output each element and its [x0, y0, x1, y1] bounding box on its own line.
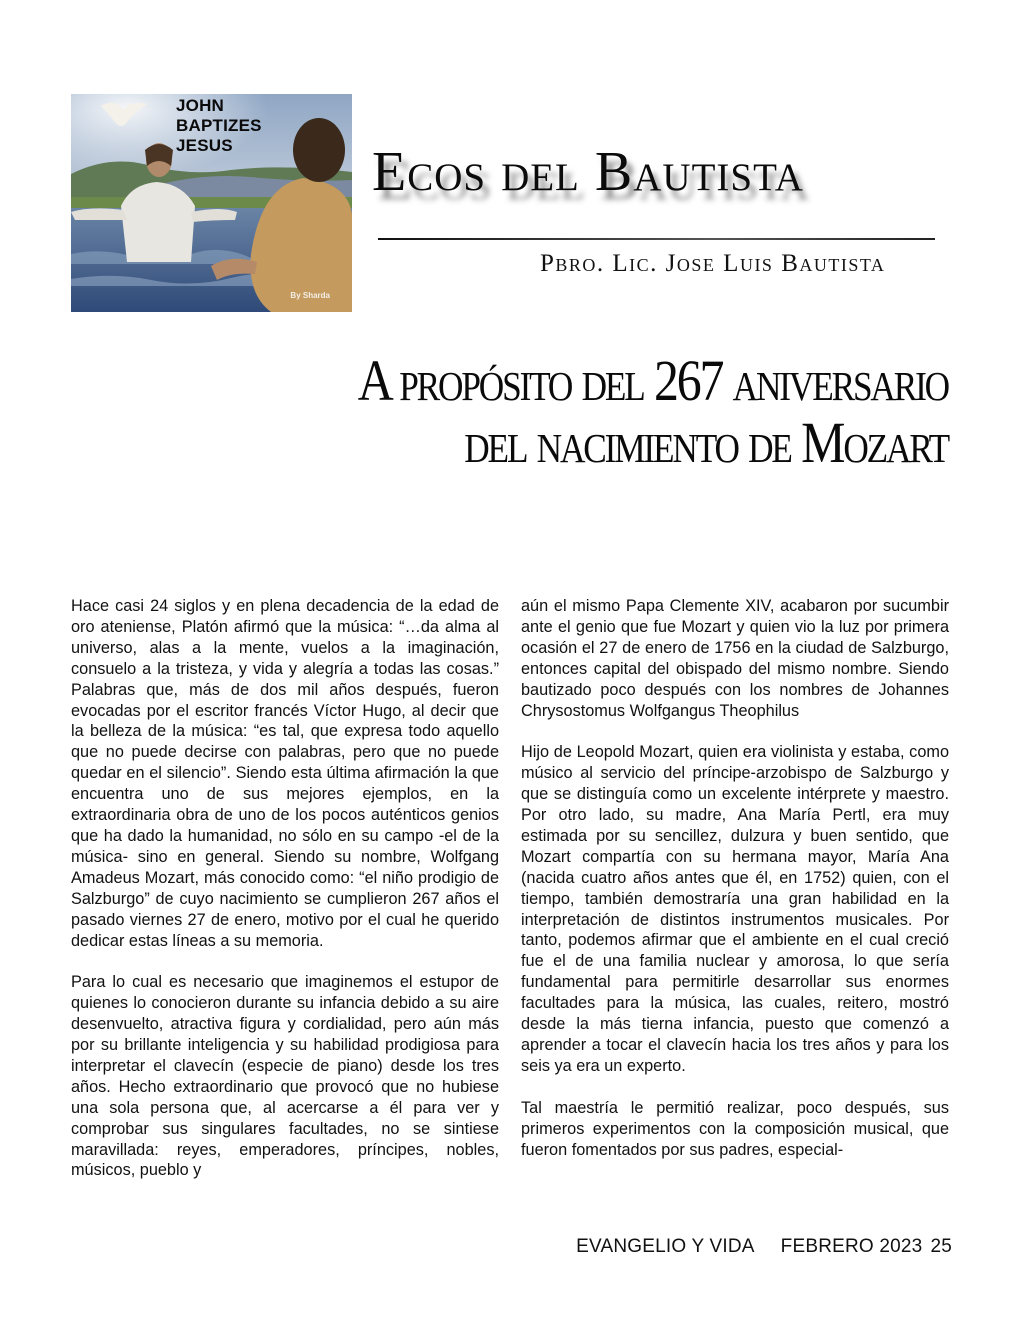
header-illustration	[71, 94, 352, 312]
article-title-line-1: A propósito del 267 aniversario	[357, 348, 948, 413]
illustration-credit: By Sharda	[290, 291, 330, 300]
paragraph: Para lo cual es necesario que imaginemos el estupor de quienes lo conocieron durante su infancia debido a su aire desenvuelto, atractiva figura y cordialidad, pero aún más por su brillante inteligencia y su habilidad prodigiosa para interpretar el clavecín (especie de piano) desde los tres años. Hecho extraordinario que provocó que no hubiese una sola persona que, al acercarse a él para ver y comprobar sus singulares facultades, no se sintiese maravillada: reyes, emperadores, príncipes, nobles, músicos, pueblo y	[71, 973, 499, 1180]
article-column-left	[71, 596, 499, 1202]
column-masthead: Ecos del Bautista	[372, 141, 804, 203]
paragraph: Tal maestría le permitió realizar, poco después, sus primeros experimentos con la composición musical, que fueron fomentados por sus padres, especial-	[521, 1098, 949, 1159]
page-number: 25	[930, 1236, 952, 1257]
page-footer	[576, 1236, 952, 1258]
illustration-caption: JOHN BAPTIZES JESUS	[176, 96, 262, 155]
paragraph: Hijo de Leopold Mozart, quien era violinista y estaba, como músico al servicio del príncipe-arzobispo de Salzburgo y que se distinguía como un excelente intérprete y maestro. Por otro lado, su madre, Ana María Pertl, era muy estimada por su sencillez, dulzura y buen sentido, que Mozart compartía con su hermana mayor, María Ana (nacida cuatro años antes que él, en 1752) quien, con el tiempo, también demostraría una gran habilidad en la interpretación de distintos instrumentos musicales. Por tanto, podemos afirmar que el ambiente en el cual creció fue el de una familia nuclear y amorosa, lo que sería fundamental para permitirle desarrollar sus enormes facultades para la música, las cuales, reitero, mostró desde la más tierna infancia, puesto que comenzó a aprender a tocar el clavecín hacia los tres años y para los seis ya era un experto.	[521, 743, 949, 1075]
article-title-line-2: del nacimiento de Mozart	[464, 410, 948, 475]
publication-name: EVANGELIO Y VIDA	[576, 1236, 755, 1257]
article-title	[253, 350, 948, 474]
author-byline: Pbro. Lic. Jose Luis Bautista	[540, 250, 886, 277]
paragraph: aún el mismo Papa Clemente XIV, acabaron por sucumbir ante el genio que fue Mozart y quien vio la luz por primera ocasión el 27 de enero de 1756 en la ciudad de Salzburgo, entonces capital del obispado del mismo nombre. Siendo bautizado poco después con los nombres de Johannes Chrysostomus Wolfgangus Theophilus	[521, 597, 949, 720]
masthead-divider	[378, 238, 935, 240]
article-column-right	[521, 596, 949, 1181]
paragraph: Hace casi 24 siglos y en plena decadencia de la edad de oro ateniense, Platón afirmó que la música: “…da alma al universo, alas a la mente, vuelos a la imaginación, consuelo a la tristeza, y vida y alegría a todas las cosas.” Palabras que, más de dos mil años después, fueron evocadas por el escritor francés Víctor Hugo, al decir que la belleza de la música: “es tal, que expresa todo aquello que no puede decirse con palabras, pero que no puede quedar en el silencio”. Siendo esta última afirmación la que encuentra uno de sus mejores ejemplos, en la extraordinaria obra de uno de los pocos auténticos genios que ha dado la humanidad, no sólo en su campo -el de la música- sino en general. Siendo su nombre, Wolfgang Amadeus Mozart, más conocido como: “el niño prodigio de Salzburgo” de cuyo nacimiento se cumplieron 267 años el pasado viernes 27 de enero, motivo por el cual he querido dedicar estas líneas a su memoria.	[71, 597, 499, 950]
issue-date: FEBRERO 2023	[780, 1236, 923, 1257]
